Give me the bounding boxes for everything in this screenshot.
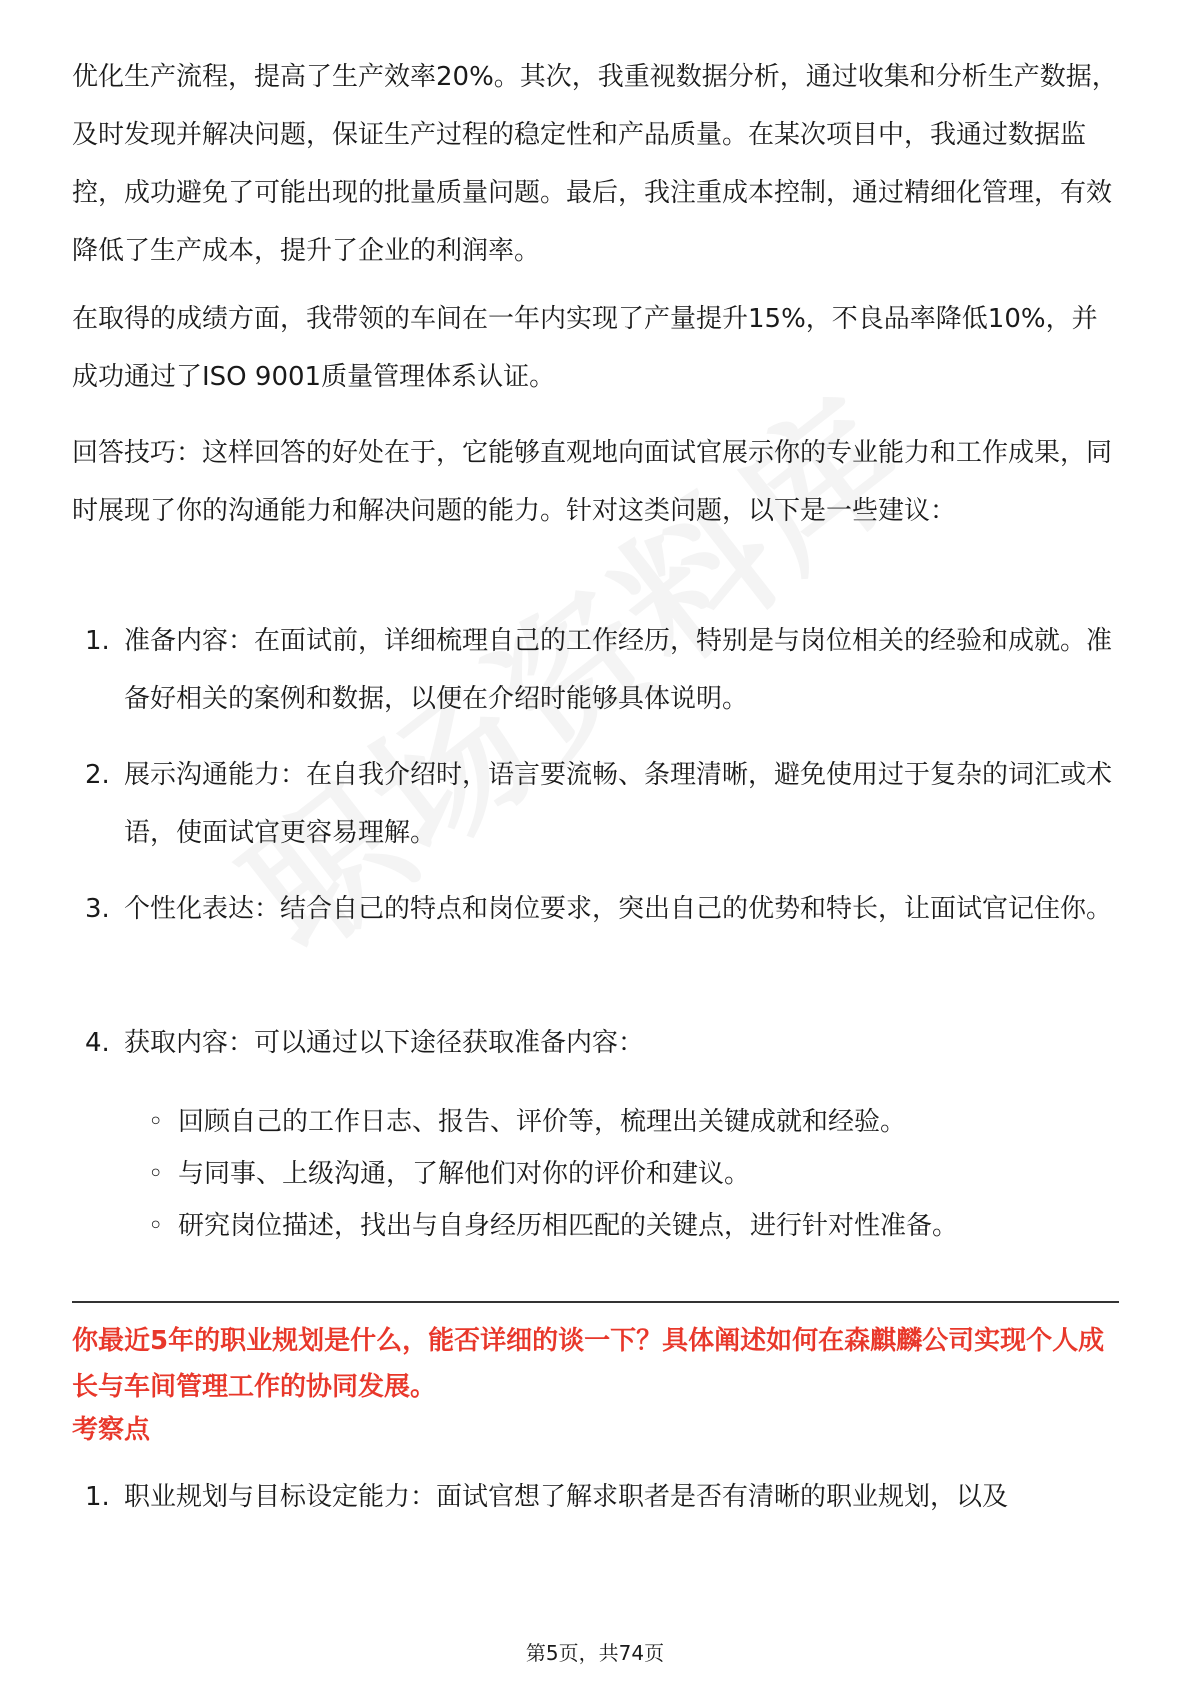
sub-list-item-text: 研究岗位描述，找出与自身经历相匹配的关键点，进行针对性准备。	[178, 1211, 959, 1241]
list-item-text: 个性化表达：结合自己的特点和岗位要求，突出自己的优势和特长，让面试官记住你。	[124, 894, 1113, 924]
paragraph-achievements-methods: 优化生产流程，提高了生产效率20%。其次，我重视数据分析，通过收集和分析生产数据，及时发现并解决问题，保证生产过程的稳定性和产品质量。在某次项目中，我通过数据监控，成功避免了可能出现的批量质量问题。最后，我注重成本控制，通过精细化管理，有效降低了生产成本，提升了企业的利润率。	[72, 62, 1118, 266]
list-item-text: 获取内容：可以通过以下途径获取准备内容：	[124, 1028, 645, 1058]
section-heading: 考察点	[72, 1415, 151, 1445]
circle-bullet-icon: ◦	[148, 1107, 164, 1137]
paragraph-answer-tips: 回答技巧：这样回答的好处在于，它能够直观地向面试官展示你的专业能力和工作成果，同时展现了你的沟通能力和解决问题的能力。针对这类问题，以下是一些建议：	[72, 438, 1113, 526]
list-item-text: 展示沟通能力：在自我介绍时，语言要流畅、条理清晰，避免使用过于复杂的词汇或术语，使面试官更容易理解。	[124, 760, 1113, 848]
section-divider	[72, 1301, 1119, 1303]
paragraph-results: 在取得的成绩方面，我带领的车间在一年内实现了产量提升15%，不良品率降低10%，并成功通过了ISO 9001质量管理体系认证。	[72, 304, 1098, 392]
list-number: 1.	[85, 1482, 110, 1512]
list-number: 3.	[85, 894, 110, 924]
sub-list-item-text: 回顾自己的工作日志、报告、评价等，梳理出关键成就和经验。	[178, 1107, 907, 1137]
list-number: 4.	[85, 1028, 110, 1058]
circle-bullet-icon: ◦	[148, 1211, 164, 1241]
sub-list-item-text: 与同事、上级沟通，了解他们对你的评价和建议。	[178, 1159, 751, 1189]
list-number: 2.	[85, 760, 110, 790]
list-number: 1.	[85, 626, 110, 656]
interview-question: 你最近5年的职业规划是什么，能否详细的谈一下？具体阐述如何在森麒麟公司实现个人成长与车间管理工作的协同发展。	[72, 1326, 1105, 1402]
list-item-text: 准备内容：在面试前，详细梳理自己的工作经历，特别是与岗位相关的经验和成就。准备好相关的案例和数据，以便在介绍时能够具体说明。	[124, 626, 1113, 714]
list-item-text: 职业规划与目标设定能力：面试官想了解求职者是否有清晰的职业规划，以及	[124, 1482, 1009, 1512]
page-footer: 第5页，共74页	[525, 1641, 665, 1665]
circle-bullet-icon: ◦	[148, 1159, 164, 1189]
